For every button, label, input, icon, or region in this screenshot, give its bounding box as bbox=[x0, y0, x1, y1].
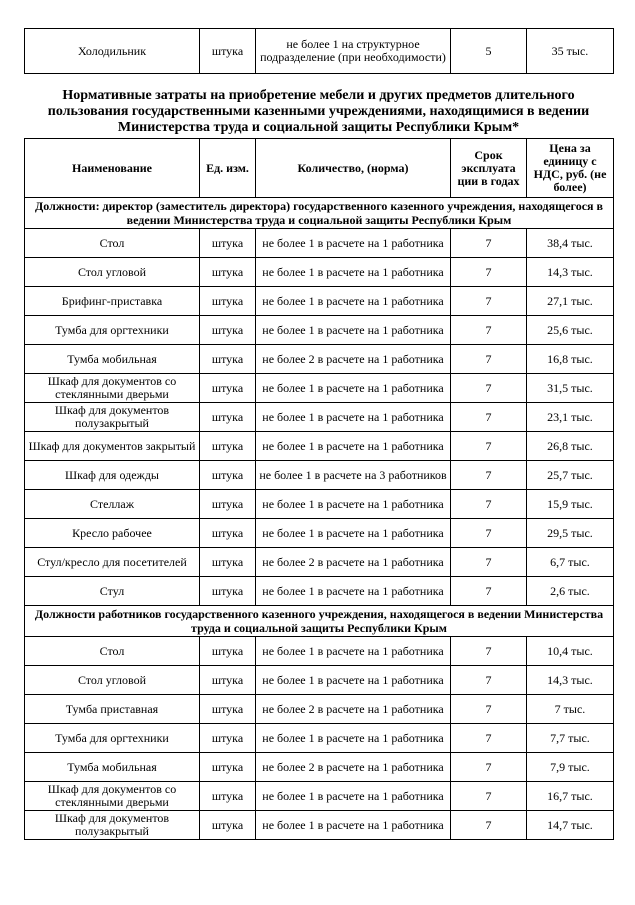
item-price: 38,4 тыс. bbox=[527, 229, 614, 258]
page-title: Нормативные затраты на приобретение мебели и других предметов длительного пользования государственными казенными учреждениями, находящимися в ведении Министерства труда и социальной защиты Республики Крым* bbox=[47, 88, 590, 135]
section-row bbox=[25, 198, 614, 229]
item-price: 27,1 тыс. bbox=[527, 287, 614, 316]
item-unit: штука bbox=[200, 577, 256, 606]
top-table bbox=[24, 28, 614, 74]
item-term: 7 bbox=[451, 548, 527, 577]
item-price: 23,1 тыс. bbox=[527, 403, 614, 432]
header-term: Срок эксплуата ции в годах bbox=[451, 139, 527, 198]
item-name: Кресло рабочее bbox=[25, 519, 200, 548]
table-row bbox=[25, 29, 614, 74]
table-row bbox=[25, 753, 614, 782]
table-row bbox=[25, 811, 614, 840]
item-name: Шкаф для документов полузакрытый bbox=[25, 811, 200, 840]
item-term: 7 bbox=[451, 637, 527, 666]
item-unit: штука bbox=[200, 461, 256, 490]
item-quantity: не более 1 в расчете на 1 работника bbox=[256, 403, 451, 432]
item-term: 7 bbox=[451, 666, 527, 695]
header-price: Цена за единицу с НДС, руб. (не более) bbox=[527, 139, 614, 198]
table-row bbox=[25, 287, 614, 316]
item-name: Шкаф для документов полузакрытый bbox=[25, 403, 200, 432]
item-name: Стол угловой bbox=[25, 666, 200, 695]
table-row bbox=[25, 229, 614, 258]
item-name: Стол bbox=[25, 637, 200, 666]
header-name: Наименование bbox=[25, 139, 200, 198]
item-term: 7 bbox=[451, 461, 527, 490]
item-quantity: не более 1 в расчете на 1 работника bbox=[256, 782, 451, 811]
table-row bbox=[25, 666, 614, 695]
item-term: 7 bbox=[451, 432, 527, 461]
item-price: 14,3 тыс. bbox=[527, 666, 614, 695]
item-price: 6,7 тыс. bbox=[527, 548, 614, 577]
table-row bbox=[25, 345, 614, 374]
item-unit: штука bbox=[200, 519, 256, 548]
item-unit: штука bbox=[200, 403, 256, 432]
item-unit: штука bbox=[200, 811, 256, 840]
item-unit: штука bbox=[200, 374, 256, 403]
item-term: 7 bbox=[451, 519, 527, 548]
item-unit: штука bbox=[200, 637, 256, 666]
item-quantity: не более 1 в расчете на 1 работника bbox=[256, 724, 451, 753]
item-price: 7 тыс. bbox=[527, 695, 614, 724]
item-quantity: не более 1 в расчете на 1 работника bbox=[256, 432, 451, 461]
item-name: Стеллаж bbox=[25, 490, 200, 519]
item-price: 7,9 тыс. bbox=[527, 753, 614, 782]
table-row bbox=[25, 637, 614, 666]
item-name: Шкаф для одежды bbox=[25, 461, 200, 490]
item-quantity: не более 1 в расчете на 1 работника bbox=[256, 637, 451, 666]
item-quantity: не более 2 в расчете на 1 работника bbox=[256, 548, 451, 577]
item-price: 26,8 тыс. bbox=[527, 432, 614, 461]
item-quantity: не более 1 в расчете на 1 работника bbox=[256, 316, 451, 345]
item-price: 25,7 тыс. bbox=[527, 461, 614, 490]
item-quantity: не более 1 на структурное подразделение (при необходимости) bbox=[256, 29, 451, 74]
item-price: 16,7 тыс. bbox=[527, 782, 614, 811]
item-term: 7 bbox=[451, 316, 527, 345]
item-name: Тумба мобильная bbox=[25, 345, 200, 374]
item-name: Стул bbox=[25, 577, 200, 606]
item-unit: штука bbox=[200, 753, 256, 782]
item-name: Брифинг-приставка bbox=[25, 287, 200, 316]
item-quantity: не более 1 в расчете на 1 работника bbox=[256, 287, 451, 316]
item-unit: штука bbox=[200, 548, 256, 577]
item-unit: штука bbox=[200, 258, 256, 287]
item-price: 7,7 тыс. bbox=[527, 724, 614, 753]
item-term: 7 bbox=[451, 753, 527, 782]
table-row bbox=[25, 432, 614, 461]
item-quantity: не более 1 в расчете на 1 работника bbox=[256, 519, 451, 548]
item-unit: штука bbox=[200, 724, 256, 753]
item-unit: штука bbox=[200, 666, 256, 695]
item-price: 35 тыс. bbox=[527, 29, 614, 74]
header-row bbox=[25, 139, 614, 198]
item-term: 7 bbox=[451, 695, 527, 724]
table-row bbox=[25, 577, 614, 606]
table-row bbox=[25, 548, 614, 577]
item-name: Стол bbox=[25, 229, 200, 258]
item-quantity: не более 1 в расчете на 1 работника bbox=[256, 577, 451, 606]
item-unit: штука bbox=[200, 316, 256, 345]
item-quantity: не более 1 в расчете на 1 работника bbox=[256, 811, 451, 840]
item-unit: штука bbox=[200, 345, 256, 374]
item-price: 10,4 тыс. bbox=[527, 637, 614, 666]
item-quantity: не более 1 в расчете на 1 работника bbox=[256, 666, 451, 695]
item-unit: штука bbox=[200, 229, 256, 258]
item-unit: штука bbox=[200, 432, 256, 461]
section-title: Должности работников государственного казенного учреждения, находящегося в ведении Министерства труда и социальной защиты Республики Крым bbox=[25, 606, 614, 637]
item-price: 15,9 тыс. bbox=[527, 490, 614, 519]
item-quantity: не более 1 в расчете на 1 работника bbox=[256, 258, 451, 287]
item-unit: штука bbox=[200, 695, 256, 724]
table-row bbox=[25, 782, 614, 811]
table-row bbox=[25, 461, 614, 490]
item-price: 29,5 тыс. bbox=[527, 519, 614, 548]
item-name: Шкаф для документов со стеклянными дверьми bbox=[25, 782, 200, 811]
item-term: 7 bbox=[451, 258, 527, 287]
item-price: 31,5 тыс. bbox=[527, 374, 614, 403]
item-term: 7 bbox=[451, 287, 527, 316]
item-name: Шкаф для документов закрытый bbox=[25, 432, 200, 461]
item-quantity: не более 1 в расчете на 1 работника bbox=[256, 490, 451, 519]
item-name: Тумба для оргтехники bbox=[25, 724, 200, 753]
table-row bbox=[25, 695, 614, 724]
item-name: Шкаф для документов со стеклянными дверьми bbox=[25, 374, 200, 403]
item-name: Холодильник bbox=[25, 29, 200, 74]
furniture-table bbox=[24, 138, 614, 840]
item-term: 7 bbox=[451, 782, 527, 811]
section-row bbox=[25, 606, 614, 637]
header-unit: Ед. изм. bbox=[200, 139, 256, 198]
item-price: 14,7 тыс. bbox=[527, 811, 614, 840]
item-quantity: не более 1 в расчете на 1 работника bbox=[256, 374, 451, 403]
table-row bbox=[25, 724, 614, 753]
item-unit: штука bbox=[200, 782, 256, 811]
item-name: Стул/кресло для посетителей bbox=[25, 548, 200, 577]
item-quantity: не более 2 в расчете на 1 работника bbox=[256, 753, 451, 782]
item-quantity: не более 1 в расчете на 3 работников bbox=[256, 461, 451, 490]
item-unit: штука bbox=[200, 287, 256, 316]
item-term: 7 bbox=[451, 490, 527, 519]
table-row bbox=[25, 519, 614, 548]
item-price: 14,3 тыс. bbox=[527, 258, 614, 287]
table-row bbox=[25, 490, 614, 519]
table-row bbox=[25, 374, 614, 403]
table-row bbox=[25, 258, 614, 287]
item-term: 7 bbox=[451, 403, 527, 432]
item-name: Стол угловой bbox=[25, 258, 200, 287]
item-term: 7 bbox=[451, 229, 527, 258]
section-title: Должности: директор (заместитель директора) государственного казенного учреждения, находящегося в ведении Министерства труда и социальной защиты Республики Крым bbox=[25, 198, 614, 229]
item-price: 25,6 тыс. bbox=[527, 316, 614, 345]
item-term: 7 bbox=[451, 374, 527, 403]
item-quantity: не более 1 в расчете на 1 работника bbox=[256, 229, 451, 258]
item-term: 5 bbox=[451, 29, 527, 74]
item-price: 16,8 тыс. bbox=[527, 345, 614, 374]
item-unit: штука bbox=[200, 29, 256, 74]
table-row bbox=[25, 316, 614, 345]
item-name: Тумба приставная bbox=[25, 695, 200, 724]
item-unit: штука bbox=[200, 490, 256, 519]
item-term: 7 bbox=[451, 345, 527, 374]
item-term: 7 bbox=[451, 811, 527, 840]
item-price: 2,6 тыс. bbox=[527, 577, 614, 606]
header-quantity: Количество, (норма) bbox=[256, 139, 451, 198]
item-name: Тумба для оргтехники bbox=[25, 316, 200, 345]
item-term: 7 bbox=[451, 577, 527, 606]
item-term: 7 bbox=[451, 724, 527, 753]
table-row bbox=[25, 403, 614, 432]
item-quantity: не более 2 в расчете на 1 работника bbox=[256, 345, 451, 374]
item-name: Тумба мобильная bbox=[25, 753, 200, 782]
item-quantity: не более 2 в расчете на 1 работника bbox=[256, 695, 451, 724]
